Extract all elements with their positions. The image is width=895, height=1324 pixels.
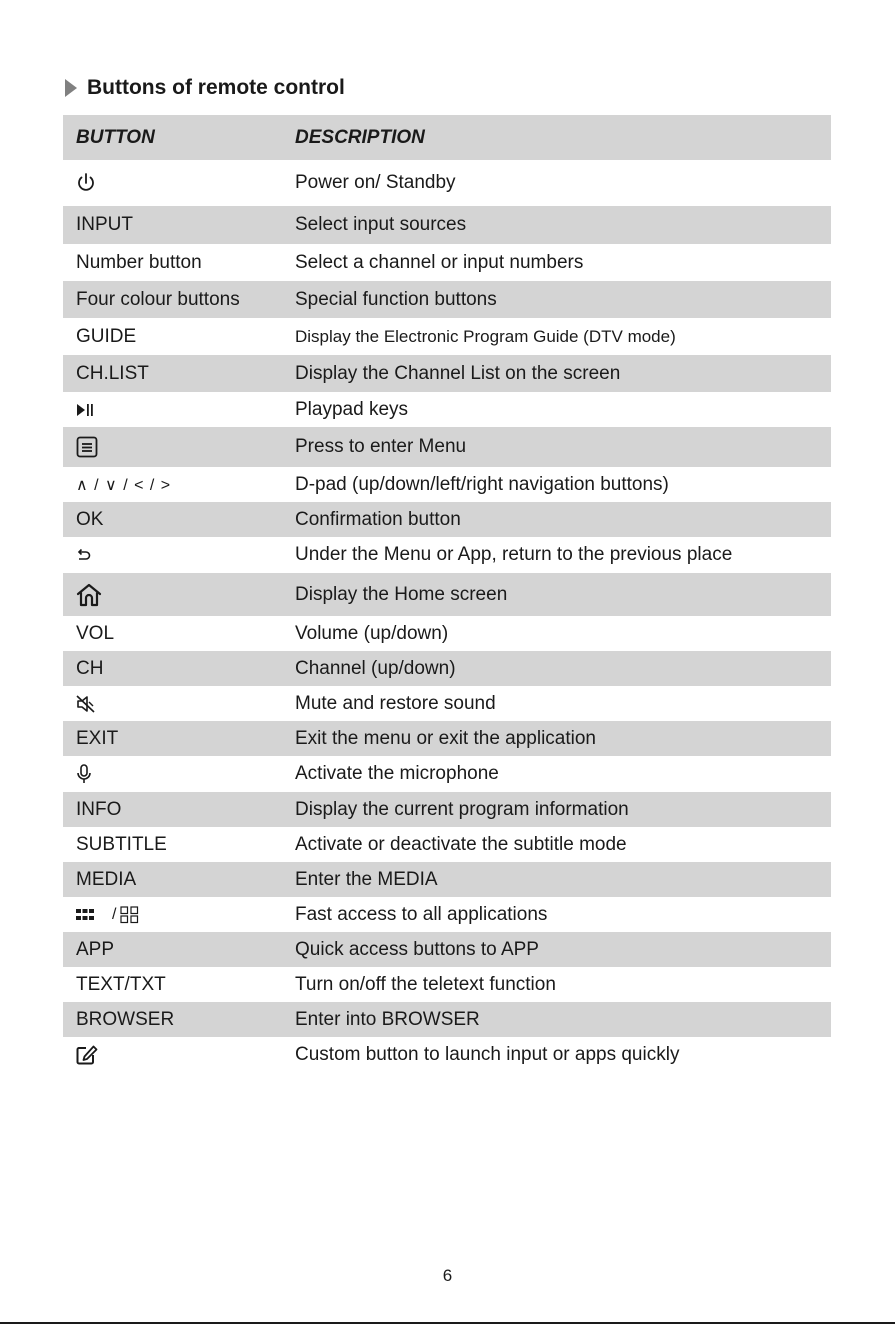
description-cell: Turn on/off the teletext function xyxy=(295,973,556,995)
menu-icon xyxy=(76,436,98,458)
app-grid-icon xyxy=(120,906,140,924)
description-cell: Press to enter Menu xyxy=(295,436,467,457)
button-cell xyxy=(63,475,295,495)
table-row xyxy=(63,686,831,721)
table-row xyxy=(63,897,831,932)
description-cell: Confirmation button xyxy=(295,508,461,530)
button-cell xyxy=(63,1045,295,1065)
table-row xyxy=(63,862,831,897)
button-cell: Number button xyxy=(76,251,202,273)
table-header-row xyxy=(63,115,831,160)
section-heading xyxy=(64,76,345,100)
button-cell: BROWSER xyxy=(76,1008,175,1030)
description-cell: Select input sources xyxy=(295,214,467,235)
table-row xyxy=(63,1037,831,1073)
description-cell: Display the Electronic Program Guide (DTV mode) xyxy=(295,326,676,346)
table-row xyxy=(63,160,831,206)
description-cell: Quick access buttons to APP xyxy=(295,938,539,960)
page-number: 6 xyxy=(442,1266,453,1285)
description-cell: Select a channel or input numbers xyxy=(295,251,584,273)
table-row xyxy=(63,721,831,756)
button-cell: SUBTITLE xyxy=(76,833,167,855)
mute-icon xyxy=(76,695,96,713)
table-row xyxy=(63,651,831,686)
description-cell: Display the Channel List on the screen xyxy=(295,362,621,384)
button-cell: INPUT xyxy=(76,214,133,235)
button-cell xyxy=(63,583,295,607)
description-cell: Special function buttons xyxy=(295,288,497,310)
description-cell: Under the Menu or App, return to the previous place xyxy=(295,544,733,565)
button-cell: APP xyxy=(76,938,115,960)
description-cell: Enter the MEDIA xyxy=(295,868,438,890)
table-row xyxy=(63,318,831,355)
description-cell: Display the current program information xyxy=(295,798,629,820)
button-cell: VOL xyxy=(76,622,115,644)
play-pause-icon xyxy=(76,403,94,417)
button-cell: INFO xyxy=(76,798,122,820)
description-cell: Channel (up/down) xyxy=(295,657,456,679)
power-icon xyxy=(76,172,96,194)
remote-buttons-table xyxy=(63,115,831,1073)
table-row xyxy=(63,792,831,827)
description-cell: D-pad (up/down/left/right navigation buttons) xyxy=(295,473,669,495)
all-apps-icon xyxy=(76,906,108,924)
table-row xyxy=(63,932,831,967)
table-row xyxy=(63,573,831,616)
table-row xyxy=(63,967,831,1002)
table-row xyxy=(63,392,831,427)
description-cell: Enter into BROWSER xyxy=(295,1008,480,1030)
button-cell: Four colour buttons xyxy=(76,288,240,310)
button-cell xyxy=(63,764,295,784)
description-cell: Activate the microphone xyxy=(295,763,499,784)
button-cell xyxy=(63,403,295,417)
table-row xyxy=(63,355,831,392)
column-header-description: DESCRIPTION xyxy=(295,126,425,148)
table-row xyxy=(63,281,831,318)
triangle-bullet-icon xyxy=(64,78,78,98)
description-cell: Activate or deactivate the subtitle mode xyxy=(295,833,627,855)
description-cell: Display the Home screen xyxy=(295,583,508,605)
table-row xyxy=(63,616,831,651)
custom-edit-icon xyxy=(76,1045,98,1065)
description-cell: Playpad keys xyxy=(295,398,409,420)
button-cell xyxy=(63,436,295,458)
microphone-icon xyxy=(76,764,92,784)
table-row xyxy=(63,206,831,244)
back-icon xyxy=(76,547,92,563)
button-cell xyxy=(63,172,295,194)
table-row xyxy=(63,467,831,502)
description-cell: Custom button to launch input or apps quickly xyxy=(295,1044,680,1065)
table-row xyxy=(63,756,831,792)
description-cell: Mute and restore sound xyxy=(295,692,496,714)
table-row xyxy=(63,427,831,467)
button-cell xyxy=(63,695,295,713)
apps-separator: / xyxy=(112,905,117,923)
button-cell xyxy=(63,547,295,563)
column-header-button: BUTTON xyxy=(76,126,155,148)
table-row xyxy=(63,537,831,573)
button-cell: CH xyxy=(76,657,104,679)
button-cell: CH.LIST xyxy=(76,362,149,384)
home-icon xyxy=(76,583,102,607)
button-cell xyxy=(63,906,295,924)
table-row xyxy=(63,827,831,862)
heading-text: Buttons of remote control xyxy=(87,76,345,99)
description-cell: Power on/ Standby xyxy=(295,172,456,193)
button-cell: GUIDE xyxy=(76,325,137,347)
description-cell: Exit the menu or exit the application xyxy=(295,727,597,749)
button-cell: EXIT xyxy=(76,727,119,749)
table-row xyxy=(63,1002,831,1037)
button-cell: TEXT/TXT xyxy=(76,973,166,995)
description-cell: Volume (up/down) xyxy=(295,622,449,644)
table-row xyxy=(63,244,831,281)
dpad-symbols: ∧ / ∨ / < / > xyxy=(76,476,172,494)
button-cell: MEDIA xyxy=(76,868,137,890)
button-cell: OK xyxy=(76,508,104,530)
table-row xyxy=(63,502,831,537)
description-cell: Fast access to all applications xyxy=(295,903,548,925)
